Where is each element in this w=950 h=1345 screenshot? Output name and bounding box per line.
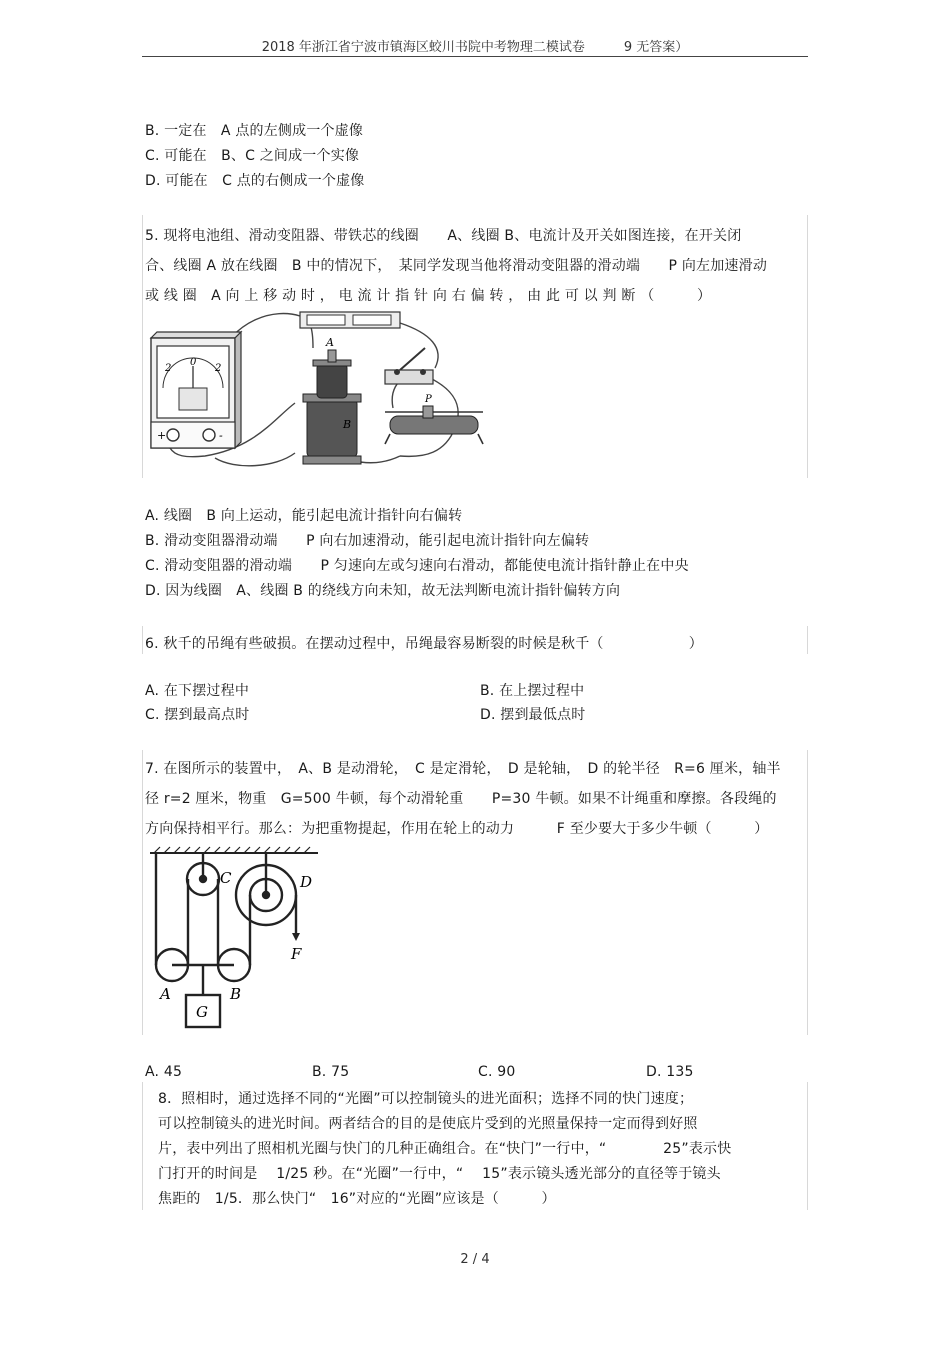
q8-stem-line-4: 门打开的时间是 1/25 秒。在“光圈”一行中，“ 15”表示镜头透光部分的直径等于镜头 bbox=[158, 1166, 721, 1182]
rheostat bbox=[385, 394, 483, 444]
plus-label: + bbox=[157, 429, 167, 442]
q8-stem-line-3: 片，表中列出了照相机光圈与快门的几种正确组合。在“快门”一行中，“ 25”表示快 bbox=[158, 1141, 732, 1157]
q5-circuit-figure bbox=[145, 308, 485, 476]
q7-stem-line-1: 7. 在图所示的装置中， A、B 是动滑轮， C 是定滑轮， D 是轮轴， D 的轮半径 R=6 厘米，轴半 bbox=[145, 761, 781, 777]
q7-stem-line-2: 径 r=2 厘米，物重 G=500 牛顿，每个动滑轮重 P=30 牛顿。如果不计绳重和摩擦。各段绳的 bbox=[145, 791, 777, 807]
q6-option-b: B. 在上摆过程中 bbox=[480, 683, 585, 699]
pulley-c-label: C bbox=[220, 869, 232, 887]
q7-stem-line-3: 方向保持相平行。那么：为把重物提起，作用在轮上的动力 F 至少要大于多少牛顿（ ） bbox=[145, 821, 769, 837]
q7-option-c: C. 90 bbox=[478, 1064, 516, 1080]
q5-stem-line-2: 合、线圈 A 放在线圈 B 中的情况下， 某同学发现当他将滑动变阻器的滑动端 P 向左加速滑动 bbox=[145, 258, 768, 274]
force-f-label: F bbox=[291, 945, 302, 963]
galvanometer bbox=[151, 332, 241, 448]
battery bbox=[300, 312, 400, 328]
q4-option-b: B. 一定在 A 点的左侧成一个虚像 bbox=[145, 123, 364, 139]
q6-option-a: A. 在下摆过程中 bbox=[145, 683, 250, 699]
wheel-d-label: D bbox=[300, 873, 313, 891]
page-number: 2 / 4 bbox=[460, 1252, 490, 1267]
pulley-b-label: B bbox=[230, 985, 242, 1003]
q5-stem-line-3: 或 线 圈 A 向 上 移 动 时 ， 电 流 计 指 针 向 右 偏 转 ， 由 此 可 以 判 断 （ ） bbox=[145, 288, 712, 304]
q5-option-b: B. 滑动变阻器滑动端 P 向右加速滑动，能引起电流计指针向左偏转 bbox=[145, 533, 590, 549]
q8-stem-line-5: 焦距的 1/5．那么快门“ 16”对应的“光圈”应该是（ ） bbox=[158, 1191, 556, 1207]
q7-option-a: A. 45 bbox=[145, 1064, 183, 1080]
q7-option-b: B. 75 bbox=[312, 1064, 350, 1080]
q5-stem-line-1: 5. 现将电池组、滑动变阻器、带铁芯的线圈 A、线圈 B、电流计及开关如图连接，在开关闭 bbox=[145, 228, 742, 244]
q5-option-a: A. 线圈 B 向上运动，能引起电流计指针向右偏转 bbox=[145, 508, 463, 524]
q6-option-d: D. 摆到最低点时 bbox=[480, 707, 586, 723]
minus-label: - bbox=[219, 429, 223, 442]
pulley-a-label: A bbox=[160, 985, 171, 1003]
q6-stem: 6. 秋千的吊绳有些破损。在摆动过程中，吊绳最容易断裂的时候是秋千（ ） bbox=[145, 636, 704, 652]
scale-mid-label: 0 bbox=[190, 357, 197, 368]
switch bbox=[385, 348, 433, 384]
weight-g-label: G bbox=[196, 1003, 208, 1021]
coils bbox=[303, 336, 361, 464]
q4-option-d: D. 可能在 C 点的右侧成一个虚像 bbox=[145, 173, 365, 189]
q7-option-d: D. 135 bbox=[646, 1064, 694, 1080]
q8-stem-line-1: 8．照相时，通过选择不同的“光圈”可以控制镜头的进光面积；选择不同的快门速度； bbox=[158, 1091, 694, 1107]
scale-right-label: 2 bbox=[215, 363, 222, 374]
slider-p-label: P bbox=[425, 394, 432, 405]
q6-option-c: C. 摆到最高点时 bbox=[145, 707, 250, 723]
q8-stem-line-2: 可以控制镜头的进光时间。两者结合的目的是使底片受到的光照量保持一定而得到好照 bbox=[158, 1116, 698, 1132]
q4-option-c: C. 可能在 B、C 之间成一个实像 bbox=[145, 148, 360, 164]
q5-option-c: C. 滑动变阻器的滑动端 P 匀速向左或匀速向右滑动，都能使电流计指针静止在中央 bbox=[145, 558, 689, 574]
q5-option-d: D. 因为线圈 A、线圈 B 的绕线方向未知，故无法判断电流计指针偏转方向 bbox=[145, 583, 621, 599]
scale-left-label: 2 bbox=[165, 363, 172, 374]
q7-pulley-figure bbox=[148, 845, 328, 1033]
header-rule bbox=[142, 56, 808, 57]
coil-a-label: A bbox=[326, 336, 334, 349]
page-header: 2018 年浙江省宁波市镇海区蛟川书院中考物理二模试卷 9 无答案） bbox=[261, 40, 689, 55]
coil-b-label: B bbox=[343, 418, 352, 431]
